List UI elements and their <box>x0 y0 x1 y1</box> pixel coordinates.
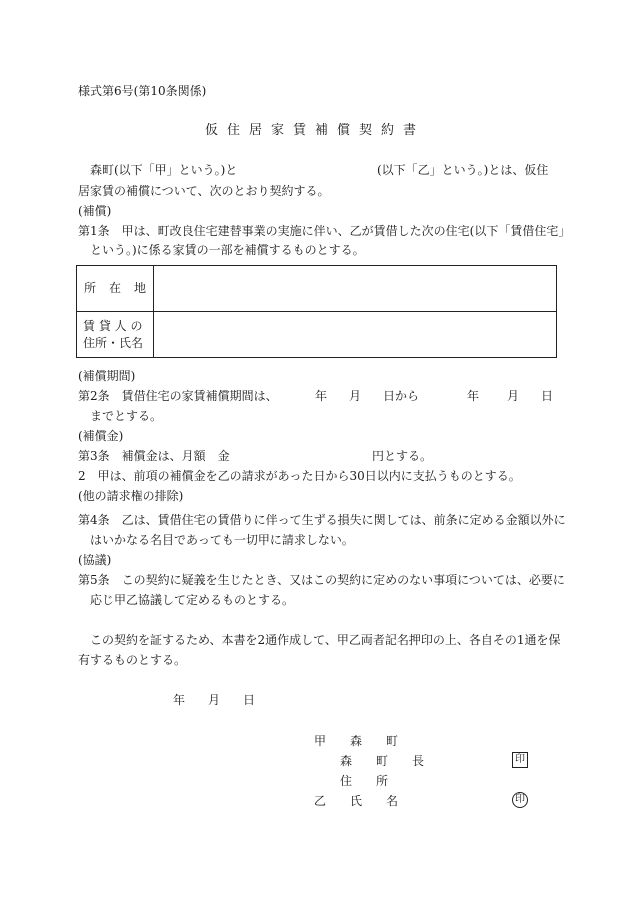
article5-line1: 第5条 この契約に疑義を生じたとき、又はこの契約に定めのない事項については、必要に <box>78 573 565 587</box>
housing-table <box>76 265 557 358</box>
lessor-label-line2: 住所・氏名 <box>83 335 144 350</box>
location-value-cell[interactable] <box>154 266 557 312</box>
location-label-char: 所 <box>84 281 97 295</box>
contract-date-day-unit: 日 <box>243 693 256 707</box>
article3-paragraph2: 2 甲は、前項の補償金を乙の請求があった日から30日以内に支払うものとする。 <box>78 469 521 483</box>
preamble-line2: 居家賃の補償について、次のとおり契約する。 <box>78 184 330 198</box>
lessor-label-line1: 賃 貸 人 の <box>83 318 143 333</box>
location-label-char: 地 <box>133 281 146 295</box>
preamble-line1-b: (以下「乙」という。)とは、仮住 <box>377 163 549 177</box>
period-start-day-unit: 日から <box>383 389 420 403</box>
article3-line1: 第3条 補償金は、月額 金 <box>78 449 230 463</box>
signature-party-b-name: 乙 氏 名 <box>314 794 405 808</box>
location-label <box>77 266 154 312</box>
article5-heading: (協議) <box>78 553 112 567</box>
lessor-label <box>77 312 154 358</box>
lessor-value-cell[interactable] <box>154 312 557 358</box>
article4-heading: (他の請求権の排除) <box>78 489 184 503</box>
article1-line1: 第1条 甲は、町改良住宅建替事業の実施に伴い、乙が賃借した次の住宅(以下「賃借住宅」 <box>78 224 571 238</box>
period-end-day-unit: 日 <box>541 389 554 403</box>
article5-line2: 応じ甲乙協議して定めるものとする。 <box>90 593 295 607</box>
period-start-year-unit: 年 <box>315 389 328 403</box>
article3-yen: 円とする。 <box>372 449 433 463</box>
article2-line1: 第2条 賃借住宅の家賃補償期間は、 <box>78 389 278 403</box>
seal-square-icon: 印 <box>512 752 528 768</box>
form-number: 様式第6号(第10条関係) <box>78 84 207 98</box>
period-end-month-unit: 月 <box>507 389 520 403</box>
contract-date-month-unit: 月 <box>208 693 221 707</box>
signature-party-a: 甲 森 町 <box>314 734 405 748</box>
signature-address: 住 所 <box>340 774 395 788</box>
article1-heading: (補償) <box>78 204 112 218</box>
document-title: 仮住居家賃補償契約書 <box>204 123 425 138</box>
closing-line1: この契約を証するため、本書を2通作成して、甲乙両者記名押印の上、各自その1通を保 <box>90 633 561 647</box>
preamble-line1-a: 森町(以下「甲」という。)と <box>90 163 238 177</box>
location-label-char: 在 <box>108 281 121 295</box>
contract-date-year-unit: 年 <box>173 693 186 707</box>
signature-mayor: 森 町 長 <box>340 754 431 768</box>
closing-line2: 有するものとする。 <box>78 653 187 667</box>
period-end-year-unit: 年 <box>467 389 480 403</box>
seal-circle-icon: 印 <box>512 792 528 808</box>
article2-line2: までとする。 <box>90 409 163 423</box>
period-start-month-unit: 月 <box>349 389 362 403</box>
article2-heading: (補償期間) <box>78 369 136 383</box>
article4-line1: 第4条 乙は、賃借住宅の賃借りに伴って生ずる損失に関しては、前条に定める金額以外に <box>78 513 566 527</box>
article3-heading: (補償金) <box>78 429 124 443</box>
article4-line2: はいかなる名目であっても一切甲に請求しない。 <box>90 533 354 547</box>
article1-line2: という。)に係る家賃の一部を補償するものとする。 <box>90 243 365 257</box>
